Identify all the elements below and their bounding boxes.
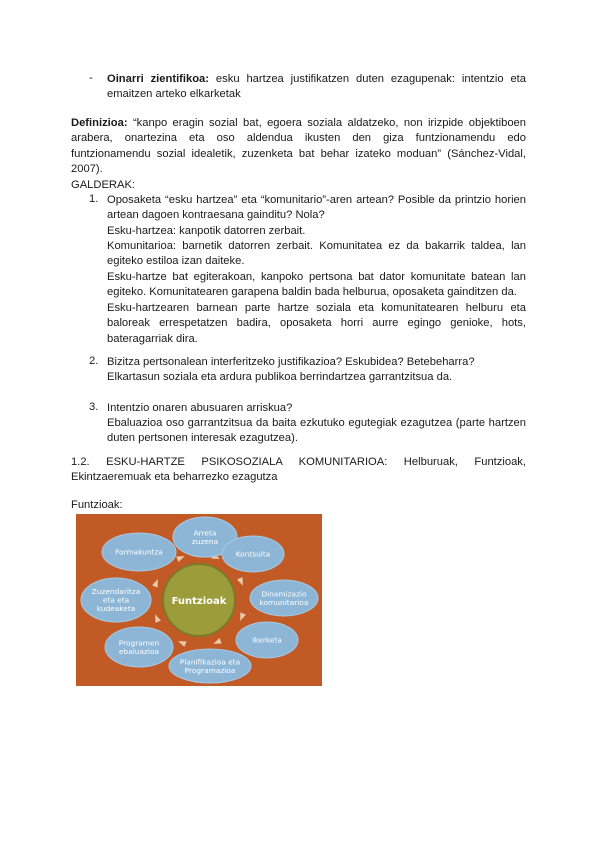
function-node-label: Zuzendaritza — [91, 587, 141, 596]
definizioa-paragraph — [71, 116, 526, 178]
oinarri-text: esku hartzea justifikatzen duten ezagupenak: intentzio eta emaitzen arteko elkarketak — [107, 73, 527, 101]
function-node — [250, 580, 318, 616]
q2-answer: Elkartasun soziala eta ardura publikoa berrindartzea garrantzitsua da. — [107, 371, 453, 383]
function-node-label: Formakuntza — [115, 547, 163, 557]
oinarri-zientifikoa-paragraph — [107, 72, 526, 103]
center-node — [163, 564, 235, 636]
funtzioak-diagram — [76, 514, 322, 686]
function-node-label: komunitarioa — [259, 597, 309, 607]
galderak-title: GALDERAK: — [71, 179, 136, 191]
function-node — [236, 622, 298, 658]
function-node-label: ebaluazioa — [118, 646, 160, 656]
function-node — [102, 533, 176, 571]
function-node-label: Ikerketa — [252, 635, 282, 645]
function-node-label: Kontsulta — [235, 549, 271, 559]
q2-number: 2. — [89, 355, 99, 367]
function-node — [81, 578, 151, 622]
bullet-dash: - — [89, 72, 93, 84]
function-node-label: Programen — [118, 638, 160, 648]
definizioa-text: “kanpo eragin sozial bat, egoera soziala aldatzeko, non irizpide objektiboen arabera, onartezina eta oso aldendua ikusten den giza funtzionamendu edo funtzionamendu sozial idealetik, zuzenketa bat behar izateko moduan” (Sánchez-Vidal, 2007). — [71, 117, 526, 176]
q3-question: Intentzio onaren abusuaren arriskua? — [107, 402, 293, 414]
function-node-label: Programazioa — [184, 665, 236, 675]
function-node-label: kudeaketa — [96, 604, 136, 613]
q3-answer: Ebaluazioa oso garrantzitsua da baita ezkutuko egutegiak ezagutzea (parte hartzen duten pertsonen interesak ezagutzea). — [107, 417, 526, 445]
definizioa-label: Definizioa: — [71, 117, 128, 129]
q1-number: 1. — [89, 193, 99, 205]
function-node-label: Planifikazioa eta — [179, 657, 241, 667]
q1-answer-1: Esku-hartzea: kanpotik datorren zerbait. — [107, 225, 306, 237]
q1-answer-3: Esku-hartze bat egiterakoan, kanpoko pertsona bat dator komunitate batean lan egiteko. Komunitatearen garapena baldin bada helburua, oposaketa gainditzen da. — [107, 271, 526, 299]
funtzioak-label: Funtzioak: — [71, 499, 123, 511]
function-node — [105, 627, 173, 667]
function-node-label: eta eta — [102, 595, 130, 605]
q1-answer-4: Esku-hartzearen barnean parte hartze soziala eta komunitatearen helburu eta baloreak errespetatzen badira, oposaketa horri aurre egingo genioke, hots, bateragarriak dira. — [107, 302, 526, 345]
center-node-label: Funtzioak — [171, 596, 227, 607]
q2-question: Bizitza pertsonalean interferitzeko justifikazioa? Eskubidea? Betebeharra? — [107, 356, 475, 368]
q3-number: 3. — [89, 401, 99, 413]
oinarri-label: Oinarri zientifikoa: — [107, 73, 210, 85]
function-node — [169, 649, 251, 683]
q1-answer-2: Komunitarioa: barnetik datorren zerbait. Komunitatea ez da bakarrik taldea, lan egiteko estiloa izan daiteke. — [107, 240, 526, 268]
function-node-label: Dinamizazio — [261, 589, 307, 599]
function-node — [222, 536, 284, 572]
q1-question: Oposaketa “esku hartzea” eta “komunitario”-aren artean? Posible da printzio horien artean dagoen kontraesana gainditu? Nola? — [107, 194, 526, 222]
function-node-label: zuzena — [191, 536, 219, 546]
function-node-label: Arreta — [193, 528, 217, 538]
section-heading: 1.2. ESKU-HARTZE PSIKOSOZIALA KOMUNITARIOA: Helburuak, Funtzioak, Ekintzaeremuak eta beharrezko ezagutza — [71, 456, 530, 484]
